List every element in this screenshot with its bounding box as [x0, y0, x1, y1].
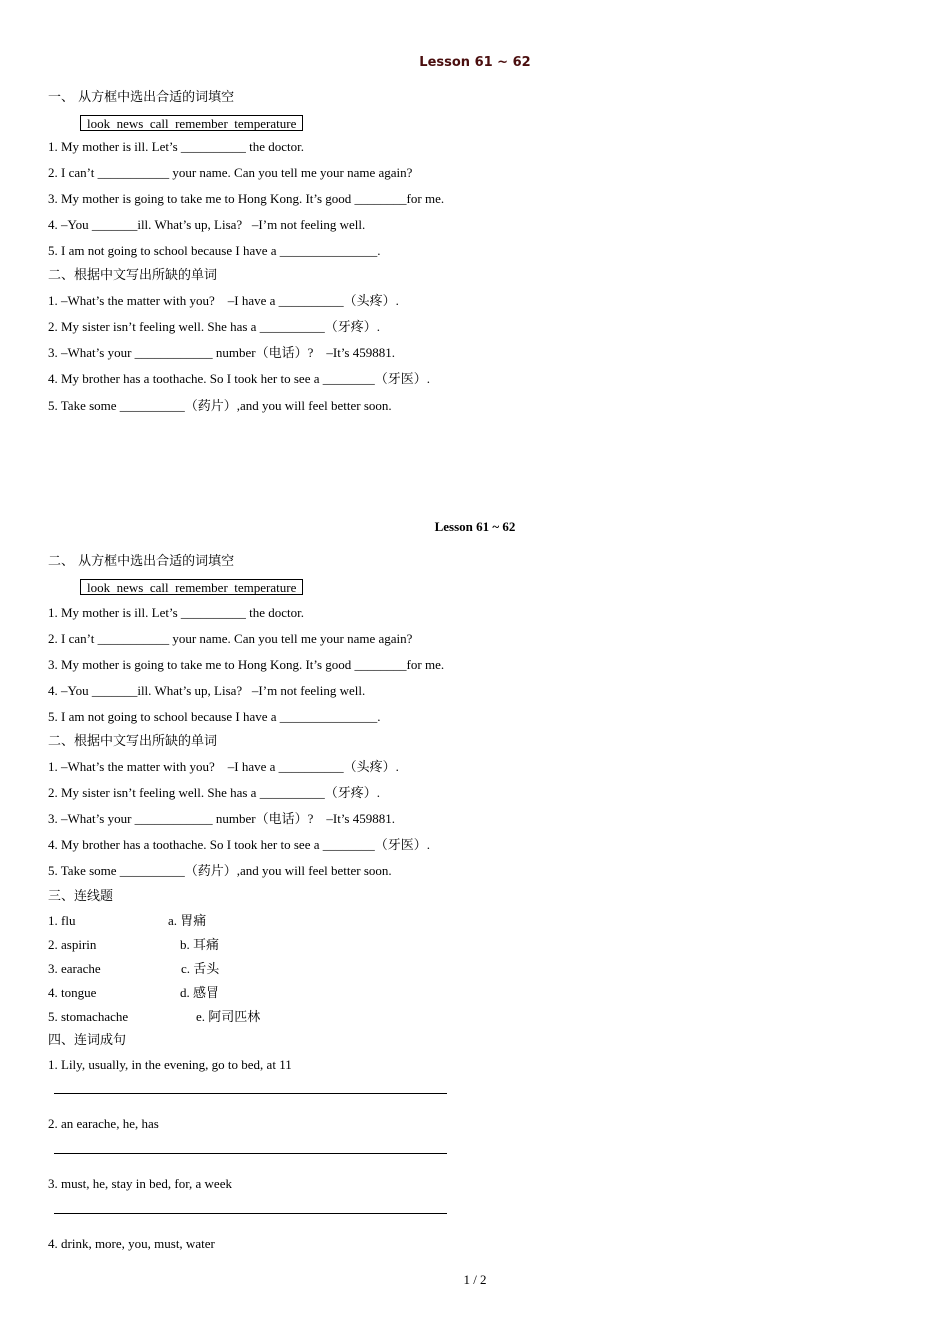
- section2-part2-item-3: 3. –What’s your ____________ number（电话）? –It’s 459881.: [48, 811, 395, 826]
- section2-part2-heading: 二、根据中文写出所缺的单词: [48, 734, 218, 749]
- section2-part3-heading: 三、连线题: [48, 889, 114, 904]
- section2-part1-item-5: 5. I am not going to school because I have a _______________.: [48, 709, 381, 724]
- match-right-2: b. 耳痛: [180, 937, 220, 952]
- section1-part1-item-1: 1. My mother is ill. Let’s __________ the doctor.: [48, 139, 305, 154]
- sentence-item-1: 1. Lily, usually, in the evening, go to bed, at 11: [48, 1057, 292, 1072]
- section1-part1-item-2: 2. I can’t ___________ your name. Can you tell me your name again?: [48, 165, 413, 180]
- section2-part1-item-4: 4. –You _______ill. What’s up, Lisa? –I’m not feeling well.: [48, 683, 366, 698]
- section1-part2-item-1: 1. –What’s the matter with you? –I have a __________（头疼）.: [48, 293, 399, 308]
- sentence-item-4: 4. drink, more, you, must, water: [48, 1236, 215, 1251]
- section1-word-box: look news call remember temperature: [80, 115, 303, 131]
- section1-part2-item-4: 4. My brother has a toothache. So I took her to see a ________（牙医）.: [48, 371, 430, 386]
- match-right-5: e. 阿司匹林: [196, 1009, 261, 1024]
- section1-part1-heading: 一、 从方框中选出合适的词填空: [48, 90, 235, 105]
- section2-part1-item-1: 1. My mother is ill. Let’s __________ the doctor.: [48, 605, 305, 620]
- page-number: 1 / 2: [463, 1272, 487, 1287]
- match-left-2: 2. aspirin: [48, 937, 97, 952]
- section2-part1-heading: 二、 从方框中选出合适的词填空: [48, 554, 235, 569]
- match-right-4: d. 感冒: [180, 985, 220, 1000]
- answer-line-1[interactable]: [54, 1093, 447, 1094]
- section1-part1-item-3: 3. My mother is going to take me to Hong Kong. It’s good ________for me.: [48, 191, 445, 206]
- section1-part1-item-4: 4. –You _______ill. What’s up, Lisa? –I’m not feeling well.: [48, 217, 366, 232]
- match-left-5: 5. stomachache: [48, 1009, 129, 1024]
- section1-part2-item-5: 5. Take some __________（药片）,and you will feel better soon.: [48, 398, 392, 413]
- sentence-item-2: 2. an earache, he, has: [48, 1116, 159, 1131]
- sentence-item-3: 3. must, he, stay in bed, for, a week: [48, 1176, 232, 1191]
- answer-line-2[interactable]: [54, 1153, 447, 1154]
- section1-part2-heading: 二、根据中文写出所缺的单词: [48, 268, 218, 283]
- section2-part2-item-5: 5. Take some __________（药片）,and you will feel better soon.: [48, 863, 392, 878]
- section2-part2-item-2: 2. My sister isn’t feeling well. She has a __________（牙疼）.: [48, 785, 380, 800]
- match-right-3: c. 舌头: [181, 961, 220, 976]
- match-left-1: 1. flu: [48, 913, 76, 928]
- section2-part1-item-3: 3. My mother is going to take me to Hong Kong. It’s good ________for me.: [48, 657, 445, 672]
- section2-part1-item-2: 2. I can’t ___________ your name. Can you tell me your name again?: [48, 631, 413, 646]
- section2-word-box: look news call remember temperature: [80, 579, 303, 595]
- match-left-4: 4. tongue: [48, 985, 97, 1000]
- section2-part2-item-1: 1. –What’s the matter with you? –I have a __________（头疼）.: [48, 759, 399, 774]
- section2-part2-item-4: 4. My brother has a toothache. So I took her to see a ________（牙医）.: [48, 837, 430, 852]
- section1-part2-item-2: 2. My sister isn’t feeling well. She has a __________（牙疼）.: [48, 319, 380, 334]
- section1-part2-item-3: 3. –What’s your ____________ number（电话）? –It’s 459881.: [48, 345, 395, 360]
- section1-title: Lesson 61 ~ 62: [419, 55, 531, 70]
- section2-title: Lesson 61 ~ 62: [434, 519, 516, 534]
- section1-part1-item-5: 5. I am not going to school because I have a _______________.: [48, 243, 381, 258]
- match-right-1: a. 胃痛: [168, 913, 207, 928]
- answer-line-3[interactable]: [54, 1213, 447, 1214]
- section2-part4-heading: 四、连词成句: [48, 1033, 127, 1048]
- match-left-3: 3. earache: [48, 961, 101, 976]
